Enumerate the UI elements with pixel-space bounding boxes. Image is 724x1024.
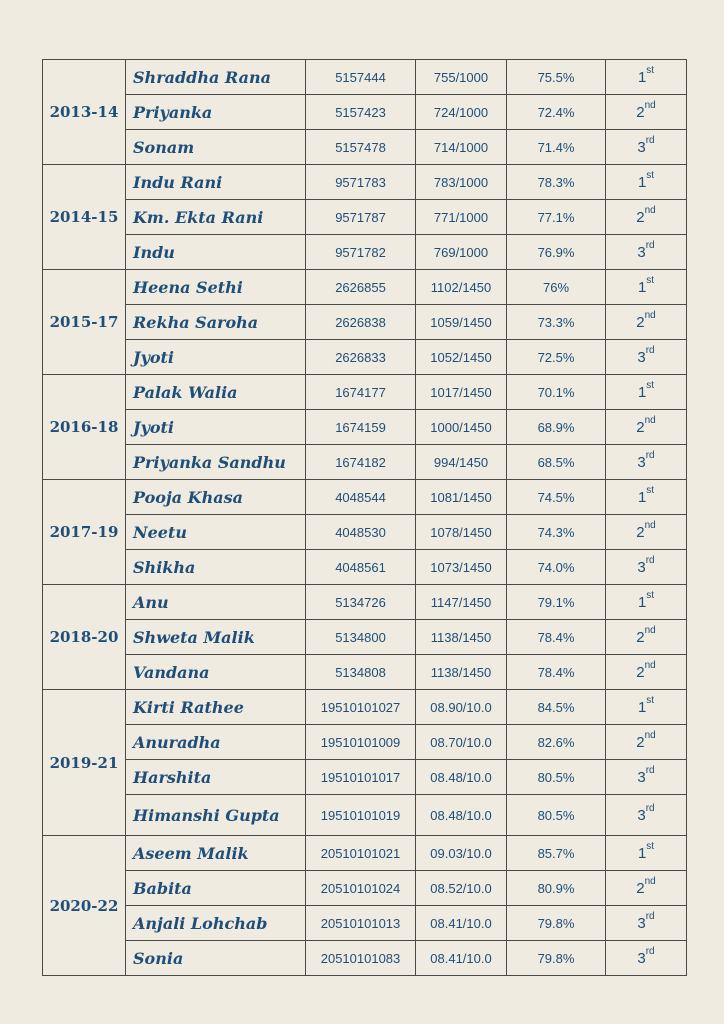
position-cell <box>606 375 687 410</box>
percentage-cell: 76% <box>507 270 606 305</box>
position-number: 2 <box>636 629 645 646</box>
table-row <box>43 480 687 515</box>
percentage-cell: 74.0% <box>507 550 606 585</box>
session-year-cell: 2013-14 <box>43 60 126 165</box>
marks-cell: 08.41/10.0 <box>416 906 507 941</box>
position-cell <box>606 906 687 941</box>
position-suffix: rd <box>645 240 655 251</box>
position-suffix: nd <box>644 730 656 741</box>
roll-number-cell: 1674159 <box>306 410 416 445</box>
percentage-cell: 78.4% <box>507 655 606 690</box>
session-year-cell: 2020-22 <box>43 836 126 976</box>
percentage-cell: 68.5% <box>507 445 606 480</box>
percentage-cell: 76.9% <box>507 235 606 270</box>
position-number: 1 <box>637 489 647 506</box>
roll-number-cell: 1674182 <box>306 445 416 480</box>
position-suffix: rd <box>645 911 655 922</box>
marks-cell: 1138/1450 <box>416 620 507 655</box>
position-cell <box>606 515 687 550</box>
position-suffix: st <box>646 275 655 286</box>
table-row <box>43 836 687 871</box>
student-name-cell: Babita <box>126 871 306 906</box>
student-name-cell: Palak Walia <box>126 375 306 410</box>
position-suffix: nd <box>644 660 656 671</box>
roll-number-cell: 20510101024 <box>306 871 416 906</box>
roll-number-cell: 5134808 <box>306 655 416 690</box>
percentage-cell: 79.8% <box>507 906 606 941</box>
position-cell <box>606 655 687 690</box>
position-number: 3 <box>637 349 646 366</box>
position-number: 2 <box>636 524 645 541</box>
percentage-cell: 79.8% <box>507 941 606 976</box>
roll-number-cell: 2626838 <box>306 305 416 340</box>
position-cell <box>606 585 687 620</box>
percentage-cell: 70.1% <box>507 375 606 410</box>
table-row <box>43 941 687 976</box>
marks-cell: 755/1000 <box>416 60 507 95</box>
table-row <box>43 340 687 375</box>
position-number: 3 <box>637 915 646 932</box>
student-name-cell: Vandana <box>126 655 306 690</box>
position-cell <box>606 550 687 585</box>
position-cell <box>606 941 687 976</box>
roll-number-cell: 20510101013 <box>306 906 416 941</box>
marks-cell: 783/1000 <box>416 165 507 200</box>
table-row <box>43 200 687 235</box>
percentage-cell: 72.4% <box>507 95 606 130</box>
session-year-cell: 2016-18 <box>43 375 126 480</box>
marks-cell: 1078/1450 <box>416 515 507 550</box>
marks-cell: 1059/1450 <box>416 305 507 340</box>
position-suffix: st <box>646 380 655 391</box>
marks-cell: 09.03/10.0 <box>416 836 507 871</box>
table-row <box>43 445 687 480</box>
percentage-cell: 80.5% <box>507 760 606 795</box>
student-name-cell: Anuradha <box>126 725 306 760</box>
position-number: 2 <box>636 209 645 226</box>
roll-number-cell: 5157478 <box>306 130 416 165</box>
position-number: 2 <box>636 104 645 121</box>
percentage-cell: 85.7% <box>507 836 606 871</box>
position-cell <box>606 445 687 480</box>
roll-number-cell: 5134726 <box>306 585 416 620</box>
percentage-cell: 72.5% <box>507 340 606 375</box>
student-name-cell: Jyoti <box>126 410 306 445</box>
roll-number-cell: 4048530 <box>306 515 416 550</box>
marks-cell: 08.70/10.0 <box>416 725 507 760</box>
position-cell <box>606 200 687 235</box>
roll-number-cell: 19510101009 <box>306 725 416 760</box>
student-name-cell: Rekha Saroha <box>126 305 306 340</box>
student-name-cell: Kirti Rathee <box>126 690 306 725</box>
roll-number-cell: 19510101017 <box>306 760 416 795</box>
position-suffix: nd <box>644 310 656 321</box>
marks-cell: 1147/1450 <box>416 585 507 620</box>
session-year-cell: 2018-20 <box>43 585 126 690</box>
student-name-cell: Sonam <box>126 130 306 165</box>
roll-number-cell: 9571783 <box>306 165 416 200</box>
position-cell <box>606 795 687 836</box>
marks-cell: 724/1000 <box>416 95 507 130</box>
marks-cell: 08.48/10.0 <box>416 760 507 795</box>
position-number: 2 <box>636 314 645 331</box>
student-name-cell: Indu Rani <box>126 165 306 200</box>
position-number: 1 <box>637 69 647 86</box>
position-number: 1 <box>637 699 647 716</box>
percentage-cell: 84.5% <box>507 690 606 725</box>
table-row <box>43 655 687 690</box>
position-suffix: st <box>646 65 655 76</box>
marks-cell: 994/1450 <box>416 445 507 480</box>
table-row <box>43 410 687 445</box>
student-name-cell: Harshita <box>126 760 306 795</box>
position-number: 3 <box>637 769 646 786</box>
position-cell <box>606 690 687 725</box>
table-row <box>43 375 687 410</box>
marks-cell: 08.48/10.0 <box>416 795 507 836</box>
position-suffix: nd <box>644 876 656 887</box>
position-number: 1 <box>637 845 647 862</box>
marks-cell: 1000/1450 <box>416 410 507 445</box>
student-name-cell: Priyanka Sandhu <box>126 445 306 480</box>
position-cell <box>606 270 687 305</box>
table-row <box>43 906 687 941</box>
position-cell <box>606 725 687 760</box>
percentage-cell: 71.4% <box>507 130 606 165</box>
roll-number-cell: 20510101083 <box>306 941 416 976</box>
position-suffix: nd <box>644 415 656 426</box>
table-row <box>43 620 687 655</box>
table-row <box>43 515 687 550</box>
student-name-cell: Heena Sethi <box>126 270 306 305</box>
percentage-cell: 80.9% <box>507 871 606 906</box>
roll-number-cell: 5157423 <box>306 95 416 130</box>
roll-number-cell: 19510101019 <box>306 795 416 836</box>
table-row <box>43 270 687 305</box>
position-cell <box>606 760 687 795</box>
position-suffix: rd <box>645 450 655 461</box>
percentage-cell: 78.4% <box>507 620 606 655</box>
position-suffix: rd <box>645 555 655 566</box>
position-number: 3 <box>637 454 646 471</box>
table-row <box>43 871 687 906</box>
position-suffix: rd <box>645 345 655 356</box>
student-name-cell: Aseem Malik <box>126 836 306 871</box>
position-number: 3 <box>637 244 646 261</box>
position-suffix: rd <box>645 946 655 957</box>
table-row <box>43 305 687 340</box>
position-number: 1 <box>637 174 647 191</box>
student-name-cell: Shikha <box>126 550 306 585</box>
roll-number-cell: 9571782 <box>306 235 416 270</box>
percentage-cell: 74.3% <box>507 515 606 550</box>
session-year-cell: 2014-15 <box>43 165 126 270</box>
roll-number-cell: 1674177 <box>306 375 416 410</box>
position-suffix: st <box>646 841 655 852</box>
position-suffix: nd <box>644 100 656 111</box>
position-cell <box>606 836 687 871</box>
marks-cell: 714/1000 <box>416 130 507 165</box>
table-row <box>43 585 687 620</box>
percentage-cell: 78.3% <box>507 165 606 200</box>
marks-cell: 1052/1450 <box>416 340 507 375</box>
marks-cell: 1081/1450 <box>416 480 507 515</box>
toppers-table-body <box>43 60 687 976</box>
position-cell <box>606 340 687 375</box>
roll-number-cell: 4048561 <box>306 550 416 585</box>
position-suffix: st <box>646 590 655 601</box>
marks-cell: 08.41/10.0 <box>416 941 507 976</box>
position-suffix: rd <box>645 803 655 814</box>
position-number: 2 <box>636 664 645 681</box>
position-suffix: st <box>646 485 655 496</box>
student-name-cell: Neetu <box>126 515 306 550</box>
student-name-cell: Anjali Lohchab <box>126 906 306 941</box>
roll-number-cell: 4048544 <box>306 480 416 515</box>
student-name-cell: Km. Ekta Rani <box>126 200 306 235</box>
position-cell <box>606 620 687 655</box>
position-number: 1 <box>637 279 647 296</box>
student-name-cell: Indu <box>126 235 306 270</box>
student-name-cell: Himanshi Gupta <box>126 795 306 836</box>
position-suffix: st <box>646 170 655 181</box>
position-suffix: nd <box>644 625 656 636</box>
marks-cell: 1138/1450 <box>416 655 507 690</box>
student-name-cell: Jyoti <box>126 340 306 375</box>
toppers-table <box>42 59 687 976</box>
roll-number-cell: 20510101021 <box>306 836 416 871</box>
student-name-cell: Shweta Malik <box>126 620 306 655</box>
position-cell <box>606 410 687 445</box>
percentage-cell: 82.6% <box>507 725 606 760</box>
marks-cell: 08.52/10.0 <box>416 871 507 906</box>
roll-number-cell: 19510101027 <box>306 690 416 725</box>
position-number: 2 <box>636 419 645 436</box>
position-cell <box>606 305 687 340</box>
marks-cell: 1102/1450 <box>416 270 507 305</box>
position-cell <box>606 95 687 130</box>
position-suffix: nd <box>644 205 656 216</box>
percentage-cell: 80.5% <box>507 795 606 836</box>
position-number: 3 <box>637 139 646 156</box>
marks-cell: 08.90/10.0 <box>416 690 507 725</box>
session-year-cell: 2019-21 <box>43 690 126 836</box>
table-row <box>43 795 687 836</box>
position-suffix: st <box>646 695 655 706</box>
roll-number-cell: 9571787 <box>306 200 416 235</box>
session-year-cell: 2017-19 <box>43 480 126 585</box>
marks-cell: 771/1000 <box>416 200 507 235</box>
marks-cell: 1073/1450 <box>416 550 507 585</box>
student-name-cell: Sonia <box>126 941 306 976</box>
table-row <box>43 235 687 270</box>
session-year-cell: 2015-17 <box>43 270 126 375</box>
roll-number-cell: 5157444 <box>306 60 416 95</box>
position-number: 3 <box>637 950 646 967</box>
percentage-cell: 77.1% <box>507 200 606 235</box>
position-number: 1 <box>637 384 647 401</box>
position-suffix: rd <box>645 135 655 146</box>
student-name-cell: Priyanka <box>126 95 306 130</box>
percentage-cell: 79.1% <box>507 585 606 620</box>
student-name-cell: Pooja Khasa <box>126 480 306 515</box>
position-cell <box>606 60 687 95</box>
marks-cell: 769/1000 <box>416 235 507 270</box>
percentage-cell: 75.5% <box>507 60 606 95</box>
table-row <box>43 760 687 795</box>
table-row <box>43 165 687 200</box>
table-row <box>43 550 687 585</box>
student-name-cell: Shraddha Rana <box>126 60 306 95</box>
percentage-cell: 73.3% <box>507 305 606 340</box>
table-row <box>43 130 687 165</box>
position-number: 3 <box>637 559 646 576</box>
percentage-cell: 68.9% <box>507 410 606 445</box>
position-cell <box>606 130 687 165</box>
position-suffix: rd <box>645 765 655 776</box>
position-cell <box>606 165 687 200</box>
percentage-cell: 74.5% <box>507 480 606 515</box>
marks-cell: 1017/1450 <box>416 375 507 410</box>
roll-number-cell: 2626855 <box>306 270 416 305</box>
position-number: 3 <box>637 807 646 824</box>
position-cell <box>606 871 687 906</box>
position-number: 2 <box>636 734 645 751</box>
position-cell <box>606 480 687 515</box>
table-row <box>43 95 687 130</box>
position-suffix: nd <box>644 520 656 531</box>
table-row <box>43 725 687 760</box>
student-name-cell: Anu <box>126 585 306 620</box>
position-number: 1 <box>637 594 647 611</box>
roll-number-cell: 2626833 <box>306 340 416 375</box>
table-row <box>43 60 687 95</box>
table-row <box>43 690 687 725</box>
position-number: 2 <box>636 880 645 897</box>
position-cell <box>606 235 687 270</box>
roll-number-cell: 5134800 <box>306 620 416 655</box>
